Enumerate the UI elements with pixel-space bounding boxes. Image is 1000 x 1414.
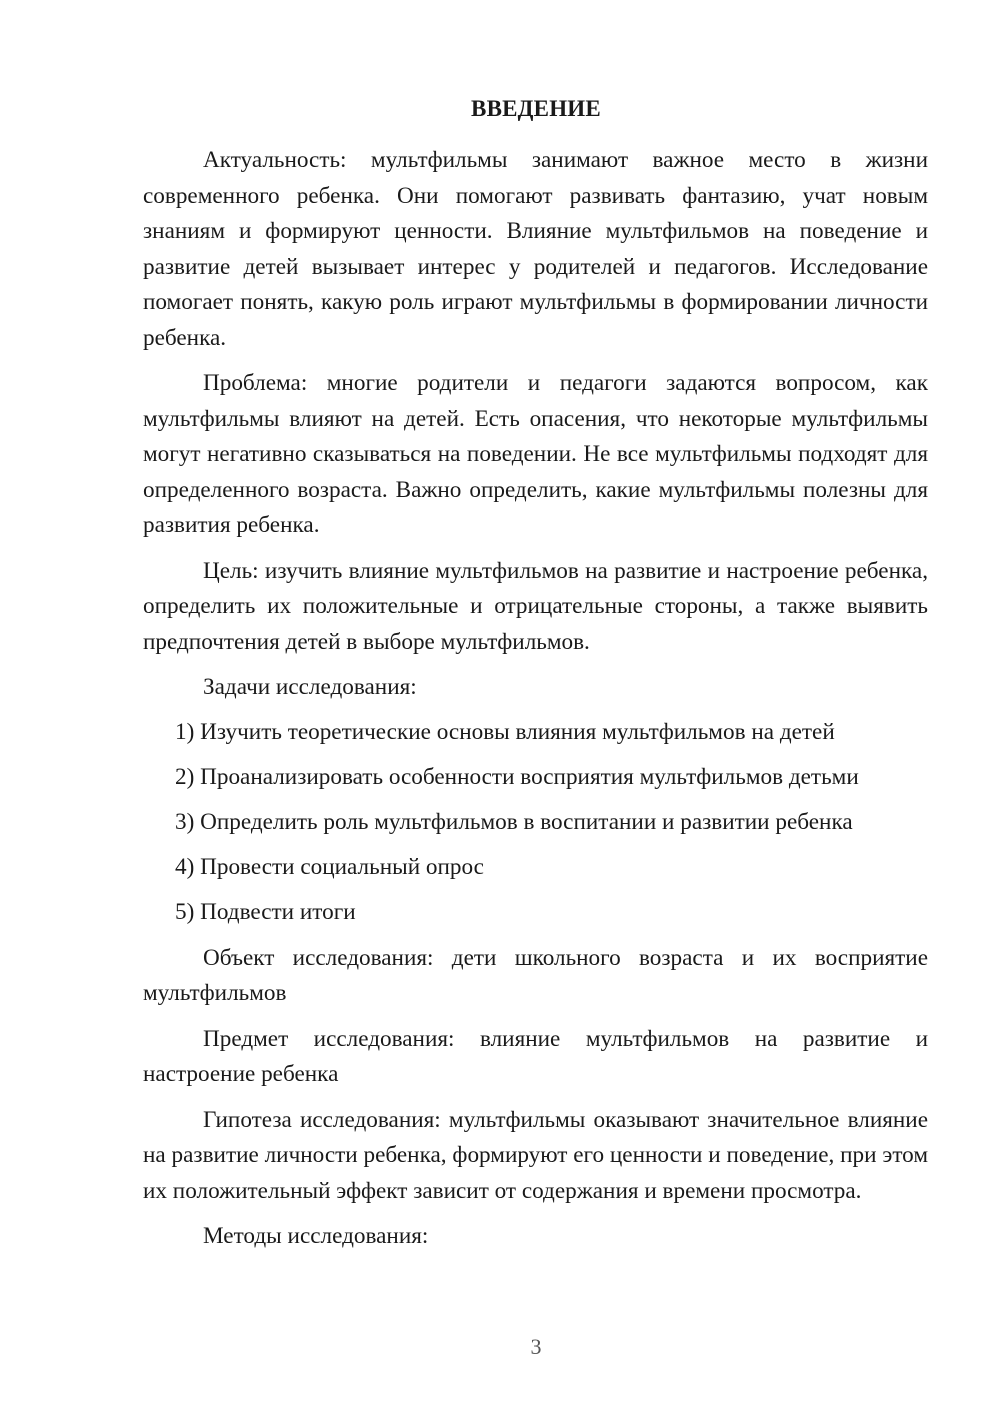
paragraph-relevance: Актуальность: мультфильмы занимают важное место в жизни современного ребенка. Они помогают развивать фантазию, учат новым знаниям и формируют ценности. Влияние мультфильмов на поведение и развитие детей вызывает интерес у родителей и педагогов. Исследование помогает понять, какую роль играют мультфильмы в формировании личности ребенка.	[143, 147, 928, 351]
document-body	[143, 143, 928, 1255]
list-item: 1) Изучить теоретические основы влияния мультфильмов на детей	[175, 719, 835, 745]
tasks-title: Задачи исследования:	[203, 674, 417, 700]
paragraph-object: Объект исследования: дети школьного возраста и их восприятие мультфильмов	[143, 944, 928, 1006]
tasks-list	[143, 715, 928, 931]
paragraph-subject: Предмет исследования: влияние мультфильмов на развитие и настроение ребенка	[143, 1025, 928, 1087]
methods-title: Методы исследования:	[203, 1223, 429, 1249]
page-number: 3	[530, 1334, 542, 1359]
list-item: 4) Провести социальный опрос	[175, 854, 484, 880]
paragraph-problem: Проблема: многие родители и педагоги задаются вопросом, как мультфильмы влияют на детей. Есть опасения, что некоторые мультфильмы могут негативно сказываться на поведении. Не все мультфильмы подходят для определенного возраста. Важно определить, какие мультфильмы полезны для развития ребенка.	[143, 370, 928, 538]
list-item: 5) Подвести итоги	[175, 899, 356, 925]
paragraph-goal: Цель: изучить влияние мультфильмов на развитие и настроение ребенка, определить их положительные и отрицательные стороны, а также выявить предпочтения детей в выборе мультфильмов.	[143, 557, 928, 655]
list-item: 2) Проанализировать особенности восприятия мультфильмов детьми	[175, 764, 859, 790]
section-heading: ВВЕДЕНИЕ	[471, 96, 601, 121]
paragraph-hypothesis: Гипотеза исследования: мультфильмы оказывают значительное влияние на развитие личности ребенка, формируют его ценности и поведение, при этом их положительный эффект зависит от содержания и времени просмотра.	[143, 1106, 928, 1204]
list-item: 3) Определить роль мультфильмов в воспитании и развитии ребенка	[175, 809, 853, 835]
